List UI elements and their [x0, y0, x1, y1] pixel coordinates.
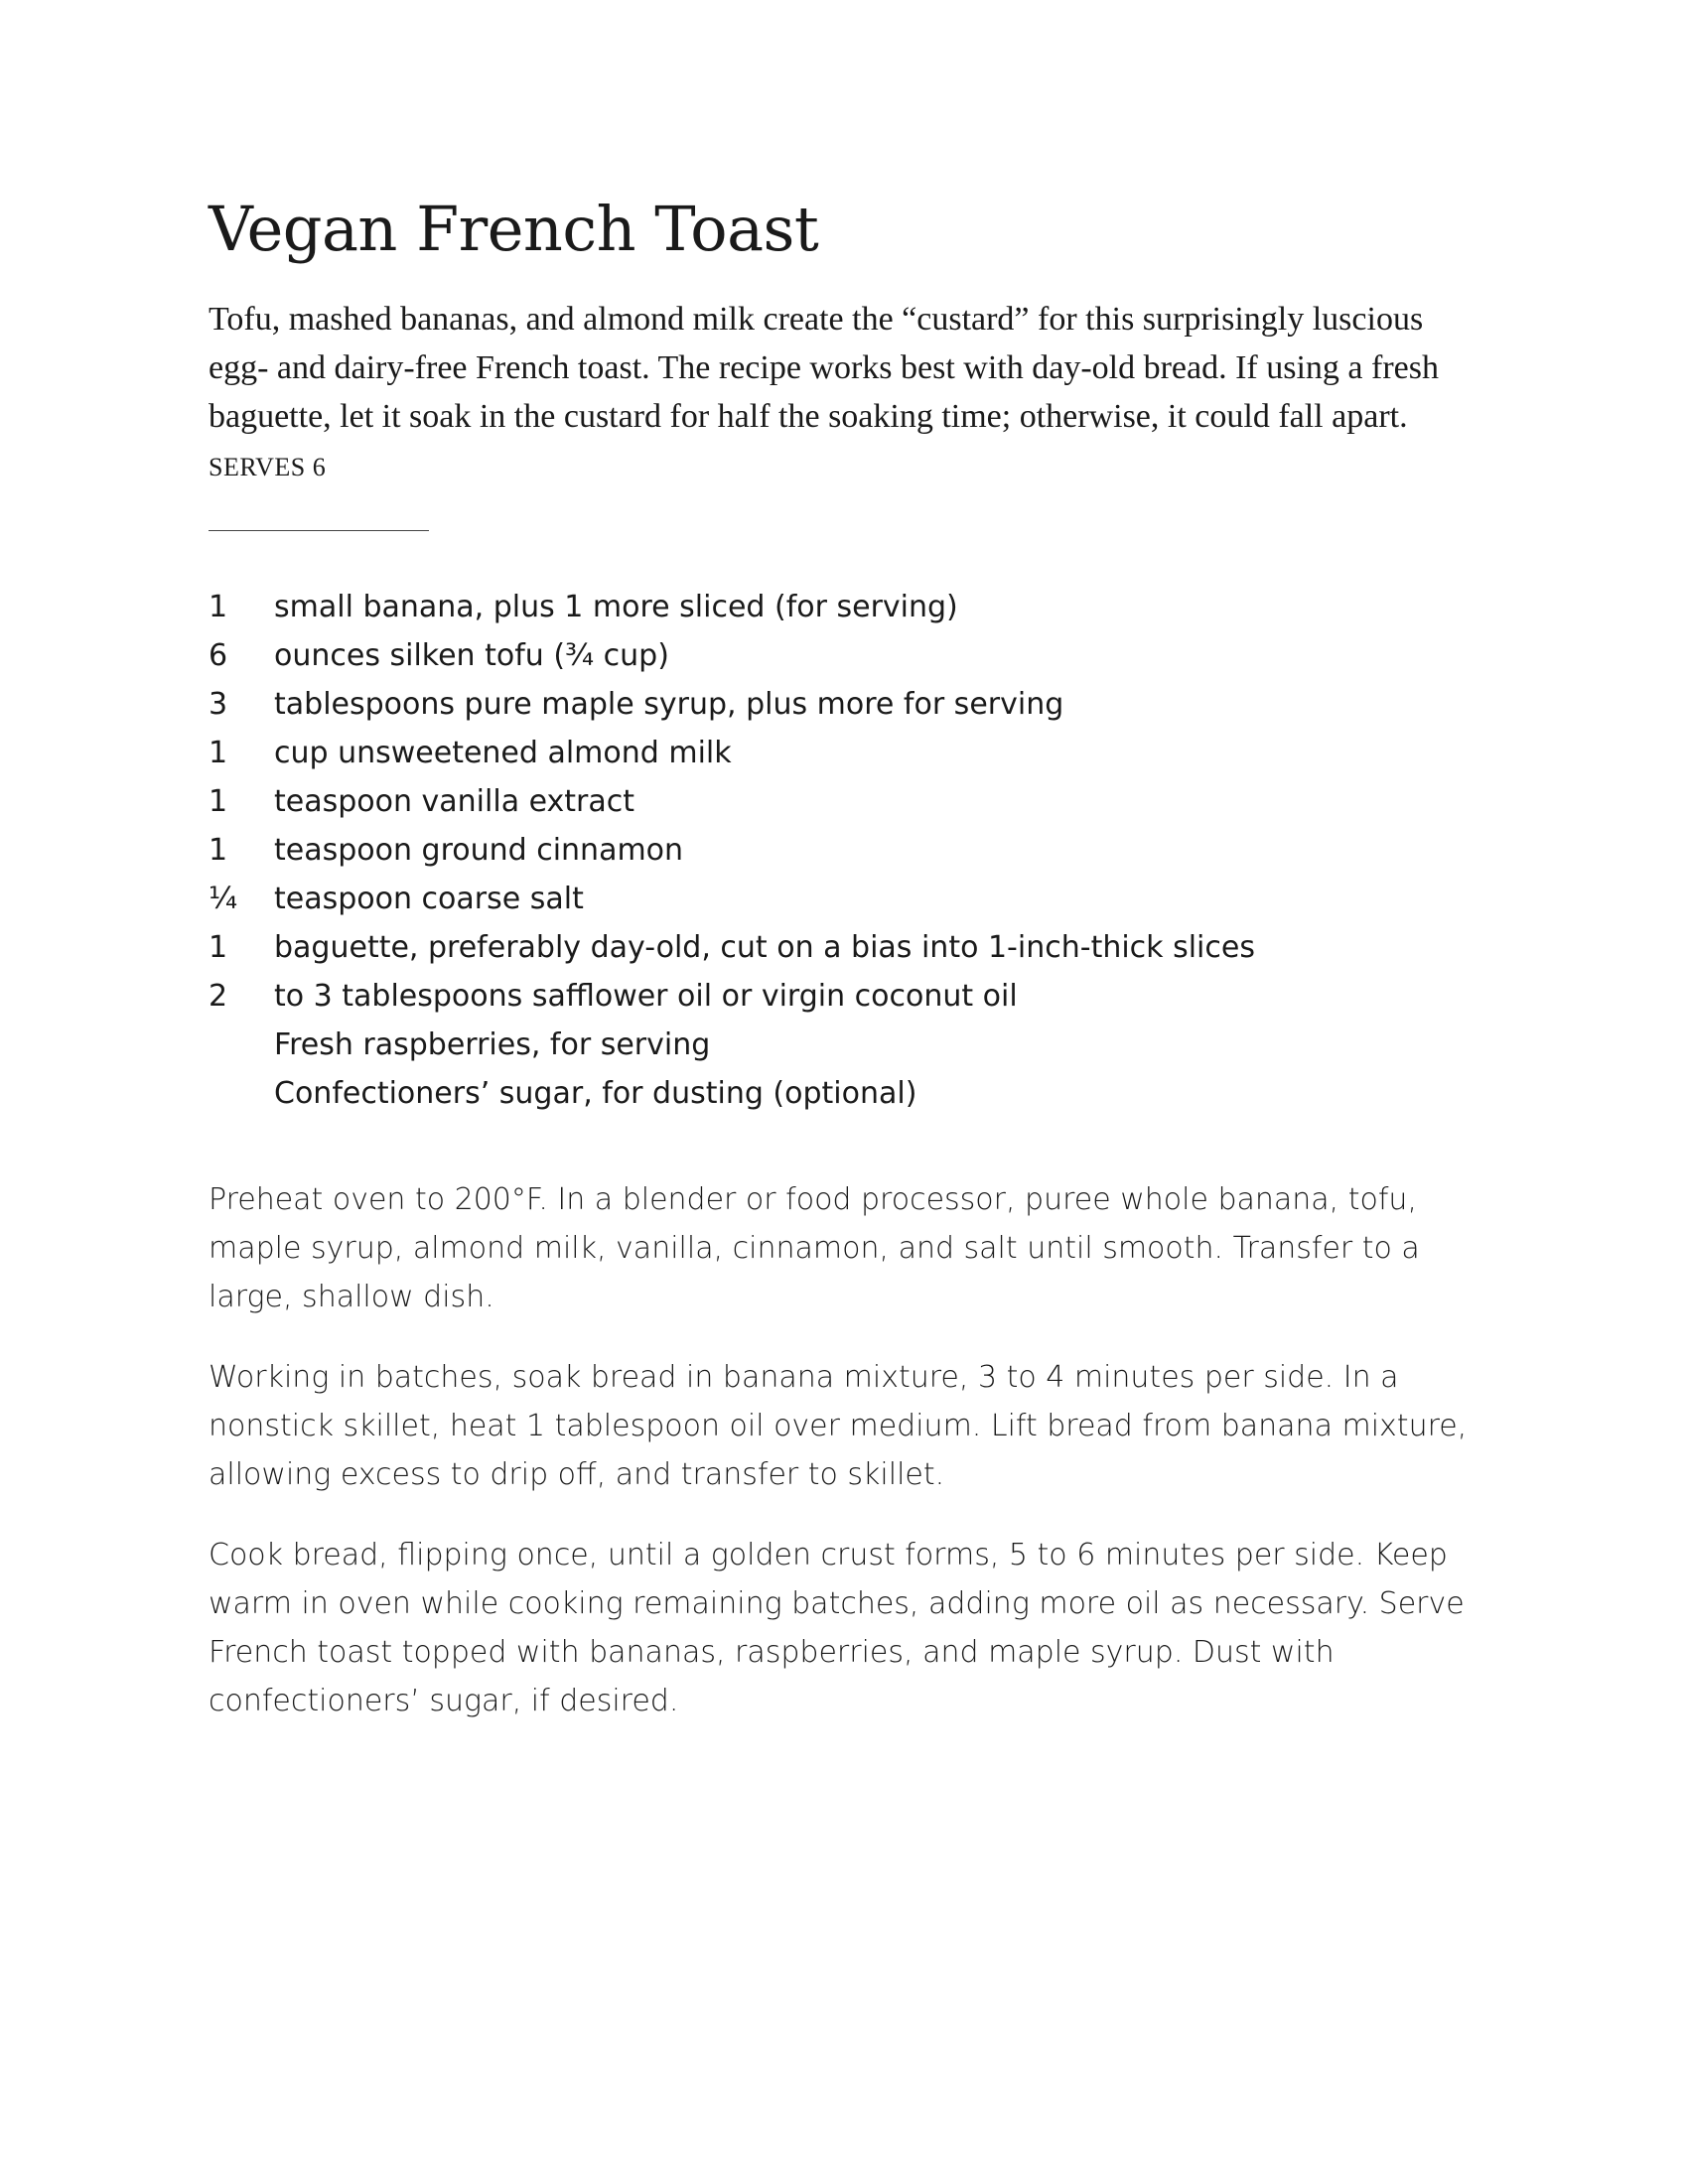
ingredient-text: small banana, plus 1 more sliced (for serving) — [274, 590, 958, 624]
ingredient-quantity — [209, 1069, 274, 1118]
ingredient-item — [209, 1021, 1499, 1069]
ingredient-quantity: 6 — [209, 638, 228, 673]
ingredient-text: cup unsweetened almond milk — [274, 736, 732, 770]
ingredient-quantity: 1 — [209, 930, 228, 965]
ingredient-item — [209, 680, 1499, 729]
ingredient-item — [209, 583, 1499, 631]
ingredient-item — [209, 729, 1499, 777]
ingredient-item — [209, 631, 1499, 680]
recipe-title: Vegan French Toast — [209, 193, 819, 265]
ingredient-item — [209, 1069, 1499, 1118]
ingredient-item — [209, 923, 1499, 972]
recipe-page — [209, 189, 1499, 1757]
ingredient-text: tablespoons pure maple syrup, plus more for serving — [274, 687, 1064, 722]
ingredient-text: Confectioners’ sugar, for dusting (optional) — [274, 1076, 917, 1111]
ingredient-quantity: ¼ — [209, 882, 238, 916]
ingredient-quantity: 1 — [209, 736, 228, 770]
ingredient-item — [209, 972, 1499, 1021]
method-step: Working in batches, soak bread in banana mixture, 3 to 4 minutes per side. In a nonstick skillet, heat 1 tablespoon oil over medium. Lift bread from banana mixture, allowing excess to drip off, and transfer to skillet. — [209, 1360, 1468, 1492]
ingredient-text: ounces silken tofu (¾ cup) — [274, 638, 669, 673]
recipe-intro — [209, 295, 1489, 491]
ingredient-text: baguette, preferably day-old, cut on a bias into 1-inch-thick slices — [274, 930, 1255, 965]
ingredient-text: teaspoon vanilla extract — [274, 784, 635, 819]
ingredient-quantity: 1 — [209, 784, 228, 819]
method-step: Preheat oven to 200°F. In a blender or food processor, puree whole banana, tofu, maple syrup, almond milk, vanilla, cinnamon, and salt until smooth. Transfer to a large, shallow dish. — [209, 1182, 1420, 1314]
serves-label: SERVES 6 — [209, 453, 327, 481]
method-step: Cook bread, flipping once, until a golden crust forms, 5 to 6 minutes per side. Keep warm in oven while cooking remaining batches, adding more oil as necessary. Serve French toast topped with bananas, raspberries, and maple syrup. Dust with confectioners’ sugar, if desired. — [209, 1538, 1465, 1718]
ingredient-text: teaspoon coarse salt — [274, 882, 584, 916]
ingredient-text: teaspoon ground cinnamon — [274, 833, 684, 868]
ingredient-quantity: 1 — [209, 590, 228, 624]
ingredient-quantity: 1 — [209, 833, 228, 868]
ingredient-item — [209, 777, 1499, 826]
intro-text: Tofu, mashed bananas, and almond milk create the “custard” for this surprisingly luscious egg- and dairy-free French toast. The recipe works best with day-old bread. If using a fresh baguette, let it soak in the custard for half the soaking time; otherwise, it could fall apart. — [209, 301, 1439, 435]
ingredient-quantity — [209, 1021, 274, 1069]
ingredient-item — [209, 875, 1499, 923]
method-steps — [209, 1175, 1499, 1725]
ingredient-text: Fresh raspberries, for serving — [274, 1027, 711, 1062]
ingredient-list — [209, 583, 1499, 1118]
ingredient-quantity: 2 — [209, 979, 228, 1014]
ingredient-item — [209, 826, 1499, 875]
ingredient-text: to 3 tablespoons safflower oil or virgin coconut oil — [274, 979, 1018, 1014]
section-divider — [209, 530, 429, 531]
ingredient-quantity: 3 — [209, 687, 228, 722]
